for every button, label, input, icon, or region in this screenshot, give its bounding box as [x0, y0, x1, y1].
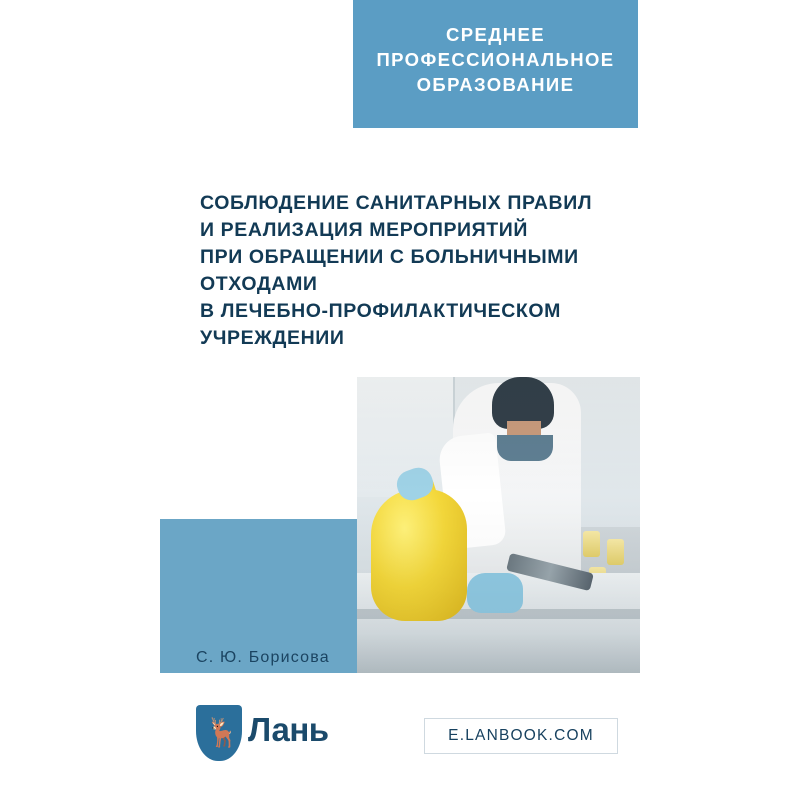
- series-line-3: ОБРАЗОВАНИЕ: [416, 74, 575, 95]
- series-line-1: СРЕДНЕЕ: [445, 24, 546, 45]
- title-line-6: УЧРЕЖДЕНИИ: [200, 327, 345, 349]
- publisher-logo: [196, 705, 366, 767]
- photo-shading-overlay: [357, 377, 640, 673]
- website-badge[interactable]: [424, 718, 618, 754]
- title-line-2: И РЕАЛИЗАЦИЯ МЕРОПРИЯТИЙ: [200, 219, 529, 241]
- website-url: E.LANBOOK.COM: [448, 727, 594, 744]
- book-title: [200, 190, 630, 352]
- title-line-5: В ЛЕЧЕБНО-ПРОФИЛАКТИЧЕСКОМ: [200, 300, 562, 322]
- series-banner-text: [353, 22, 638, 97]
- author-name: С. Ю. Борисова: [196, 649, 330, 666]
- cover-page: [160, 0, 640, 800]
- title-line-4: ОТХОДАМИ: [200, 273, 318, 295]
- title-line-3: ПРИ ОБРАЩЕНИИ С БОЛЬНИЧНЫМИ: [200, 246, 579, 268]
- series-banner: [353, 0, 638, 128]
- publisher-name: Лань: [248, 711, 329, 748]
- shield-icon: [196, 705, 242, 761]
- medical-waste-handling-photo: [357, 377, 640, 673]
- series-line-2: ПРОФЕССИОНАЛЬНОЕ: [376, 49, 615, 70]
- title-line-1: СОБЛЮДЕНИЕ САНИТАРНЫХ ПРАВИЛ: [200, 192, 593, 214]
- deer-emblem-icon: 🦌: [205, 717, 240, 748]
